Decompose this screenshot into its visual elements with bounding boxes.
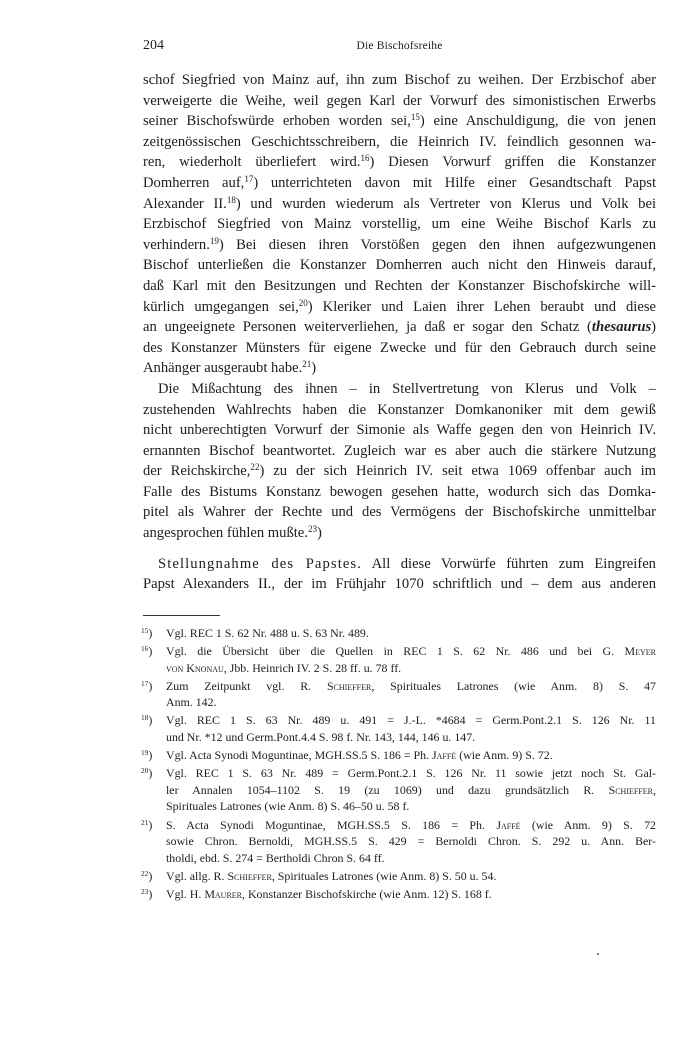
footnote-ref: 23 — [307, 524, 317, 535]
footnote-number: $^{22}$) — [141, 868, 153, 883]
text-line: des Konstanzer Münsters für eigene Zwecke und für den Gebrauch durch seine — [143, 339, 656, 356]
footnote-number: $^{21}$) — [141, 817, 153, 832]
text-line: Alexander II.$^{18}$) und wurden wiederum als Vertreter von Klerus und Volk bei — [143, 194, 656, 212]
footnote-number: $^{20}$) — [141, 766, 153, 781]
text-line: der Reichskirche,$^{22}$) zu der sich Heinrich IV. seit etwa 1069 offenbar auch im — [143, 462, 656, 480]
footnote-number: $^{15}$) — [141, 625, 153, 640]
text-line: Die Mißachtung des ihnen – in Stellvertretung von Klerus und Volk – — [158, 380, 656, 397]
footnote-ref: 22 — [250, 462, 260, 473]
text-line: kürlich umgegangen sei,$^{20}$) Kleriker und Laien ihrer Lehen beraubt und diese — [143, 297, 656, 315]
footnotes — [143, 625, 656, 904]
footnote: $^{16}$) Vgl. die Übersicht über die Quellen in REC 1 S. 62 Nr. 486 und bei G. Meyer von Knonau, Jbb. Heinrich IV. 2 S. 28 ff. u. 78 ff. — [141, 644, 656, 675]
text-line: seiner Bischofswürde erhoben worden sei,$^{15}$) eine Anschuldigung, die von jenen — [143, 112, 656, 130]
text-line: an ungeeignete Personen weiterverliehen, ja daß er sogar den Schatz (thesaurus) — [143, 319, 656, 336]
text-line: Bischof unterließen die Konstanzer Domherren auch nicht den Hinweis darauf, — [143, 257, 656, 274]
footnote: $^{15}$) Vgl. REC 1 S. 62 Nr. 488 u. S. 63 Nr. 489. — [141, 625, 369, 640]
footnote: $^{22}$) Vgl. allg. R. Schieffer, Spirituales Latrones (wie Anm. 8) S. 50 u. 54. — [141, 868, 497, 883]
text-line: nicht unberechtigten Vorwurf der Simonie als Waffe gegen den von Heinrich IV. — [143, 422, 656, 439]
footnote-number: $^{23}$) — [141, 886, 153, 901]
text-line: daß Karl mit den Besitzungen und Rechten der Konstanzer Bischofskirche will- — [143, 277, 656, 294]
text-line: zustehenden Wahlrechts haben die Konstanzer Domkanoniker mit dem gewiß — [143, 401, 656, 418]
text-line: zeitgenössischen Geschichtsschreibern, die Heinrich IV. feindlich gesonnen wa- — [143, 133, 656, 150]
footnote-rule — [143, 615, 220, 616]
footnote-number: $^{19}$) — [141, 748, 153, 763]
text-line: Stellungnahme des Papstes. All diese Vorwürfe führten zum Eingreifen — [158, 555, 656, 572]
footnote-number: $^{16}$) — [141, 644, 153, 659]
footnote-ref: 19 — [209, 235, 219, 246]
footnote: $^{19}$) Vgl. Acta Synodi Moguntinae, MGH.SS.5 S. 186 = Ph. Jaffé (wie Anm. 9) S. 72. — [141, 748, 553, 763]
running-head — [143, 38, 656, 58]
text-line: angesprochen fühlen mußte.$^{23}$) — [143, 524, 322, 542]
paragraph-2 — [143, 379, 656, 544]
text-line: ren, wiederholt überliefert wird.$^{16}$) Diesen Vorwurf griffen die Konstanzer — [143, 153, 656, 171]
paragraph-1 — [143, 70, 656, 379]
text-line: Falle des Bistums Konstanz bewogen gesehen hatte, wodurch sich das Domka- — [143, 483, 656, 500]
emphasis-thesaurus: thesaurus — [591, 319, 652, 336]
text-line: schof Siegfried von Mainz auf, ihn zum Bischof zu weihen. Der Erzbischof aber — [143, 72, 656, 88]
section-heading: Stellungnahme des Papstes. — [158, 555, 362, 572]
text-line: Erzbischof Siegfried von Mainz vorstellig, um eine Weihe Bischof Karls zu — [143, 216, 656, 233]
text-line: ernannten Bischof beantwortet. Zugleich war es aber auch die stärkere Nutzung — [143, 442, 656, 459]
running-title: Die Bischofsreihe — [356, 40, 443, 52]
footnote-number: $^{18}$) — [141, 713, 153, 728]
footnote-ref: 16 — [360, 153, 370, 164]
footnote: $^{18}$) Vgl. REC 1 S. 63 Nr. 489 u. 491 = J.-L. *4684 = Germ.Pont.2.1 S. 126 Nr. 11 und Nr. *12 und Germ.Pont.4.4 S. 98 f. Nr. 143, 144, 146 u. 147. — [141, 713, 656, 745]
text-line: Anhänger ausgeraubt habe.$^{21}$) — [143, 359, 317, 377]
footnote-ref: 15 — [410, 112, 420, 123]
main-text — [143, 70, 656, 595]
footnote-number: $^{17}$) — [141, 678, 153, 693]
page-number: 204 — [143, 38, 164, 53]
scan-speck — [597, 953, 599, 955]
footnote: $^{23}$) Vgl. H. Maurer, Konstanzer Bischofskirche (wie Anm. 12) S. 168 f. — [141, 886, 492, 901]
footnote: $^{21}$) S. Acta Synodi Moguntinae, MGH.SS.5 S. 186 = Ph. Jaffé (wie Anm. 9) S. 72 sowie Chron. Bernoldi, MGH.SS.5 S. 429 = Bernoldi Chron. S. 292 u. Ann. Ber- tholdi, ebd. S. 274 = Bertholdi Chron S. 64 ff. — [141, 817, 656, 865]
footnote-ref: 21 — [302, 359, 312, 370]
text-line: pitel als Wahrer der Rechte und des Vermögens der Bischofskirche unmittelbar — [143, 504, 656, 521]
footnote-ref: 18 — [226, 194, 236, 205]
footnote: $^{20}$) Vgl. REC 1 S. 63 Nr. 489 = Germ.Pont.2.1 S. 126 Nr. 11 sowie jetzt noch St. Gal- ler Annalen 1054–1102 S. 19 (zu 1069) und dazu grundsätzlich R. Schieffer, Spirituales Latrones (wie Anm. 8) S. 46–50 u. 58 f. — [141, 766, 656, 814]
text-line: verhindern.$^{19}$) Bei diesen ihren Vorstößen gegen den ihnen aufgezwungenen — [143, 235, 656, 253]
paragraph-3 — [143, 554, 656, 595]
text-line: verweigerte die Weihe, weil gegen Karl der Vorwurf des simonistischen Erwerbs — [143, 92, 656, 109]
footnote-ref: 20 — [298, 297, 308, 308]
text-line: Domherren auf,$^{17}$) unterrichteten davon mit Hilfe einer Gesandtschaft Papst — [143, 174, 656, 191]
text-line: Papst Alexanders II., der im Frühjahr 1070 schriftlich und – dem aus anderen — [143, 576, 656, 593]
footnote-ref: 17 — [244, 174, 254, 184]
footnote: $^{17}$) Zum Zeitpunkt vgl. R. Schieffer, Spirituales Latrones (wie Anm. 8) S. 47 Anm. 142. — [141, 678, 656, 710]
